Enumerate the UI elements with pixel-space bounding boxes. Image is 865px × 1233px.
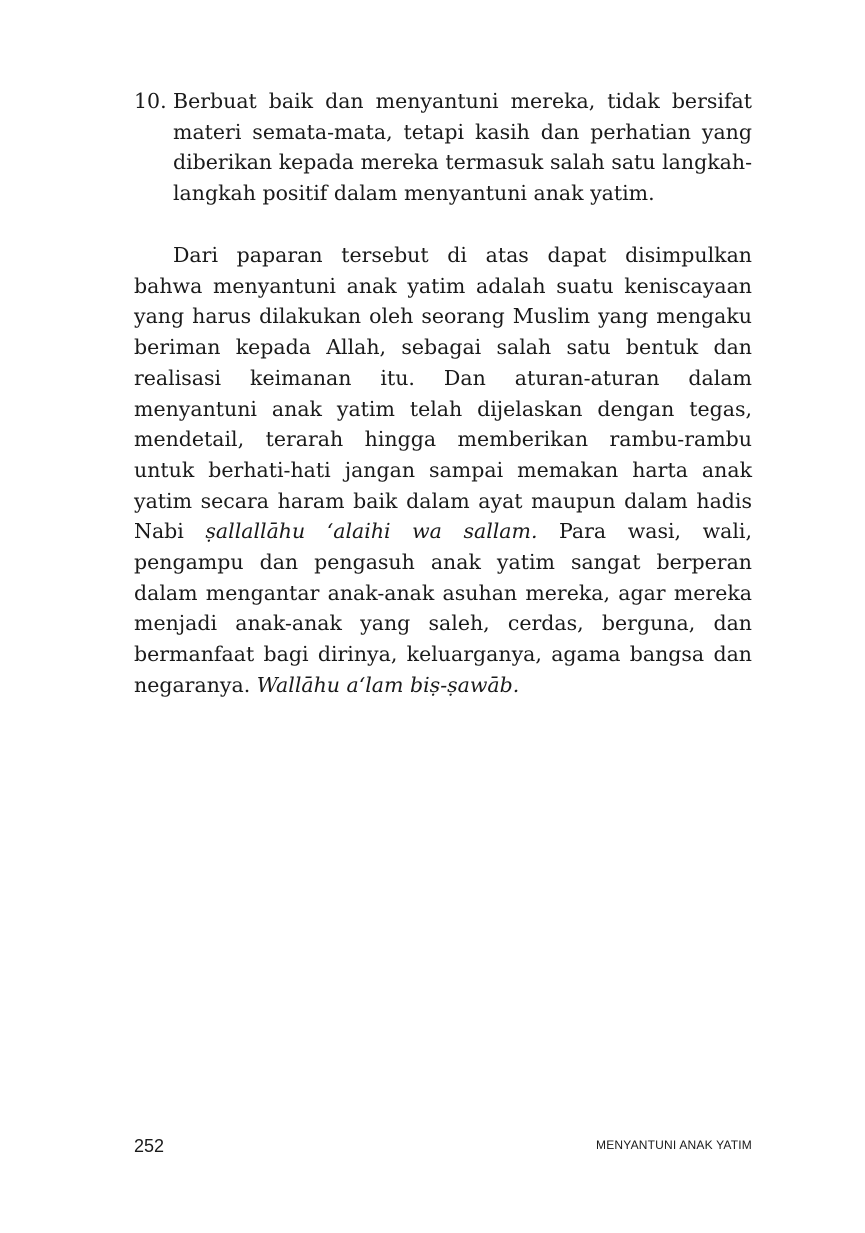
list-item-text: Berbuat baik dan menyantuni mereka, tidak bersifat materi semata-mata, tetapi kasih dan perhatian yang diberikan kepada mereka termasuk salah satu langkah- langkah positif dalam menyantuni anak yatim. xyxy=(173,89,752,206)
numbered-list-item xyxy=(134,86,752,209)
paragraph-italic-salutation: ṣallallāhu ‘alaihi wa sallam. xyxy=(205,519,538,544)
body-paragraph xyxy=(134,240,752,701)
paragraph-text-part2: Para wasi, wali, pengampu dan pengasuh anak yatim sangat berperan dalam mengantar anak-anak asuhan mereka, agar mereka menjadi anak-anak yang saleh, cerdas, berguna, dan bermanfaat bagi dirinya, keluarganya, agama bangsa dan negaranya. xyxy=(134,519,752,697)
running-head: MENYANTUNI ANAK YATIM xyxy=(596,1138,752,1152)
list-item-number: 10. xyxy=(134,89,167,113)
page-footer xyxy=(134,1134,752,1158)
paragraph-text-part1: Dari paparan tersebut di atas dapat disimpulkan bahwa menyantuni anak yatim adalah suatu keniscayaan yang harus dilakukan oleh seorang Muslim yang mengaku beriman kepada Allah, sebagai salah satu bentuk dan realisasi keimanan itu. Dan aturan-aturan dalam menyantuni anak yatim telah dijelaskan dengan tegas, mendetail, terarah hingga memberikan rambu-rambu untuk berhati-hati jangan sampai memakan harta anak yatim secara haram baik dalam ayat maupun dalam hadis Nabi xyxy=(134,243,752,544)
paragraph-italic-closing: Wallāhu a‘lam biṣ-ṣawāb. xyxy=(256,672,520,697)
page-number: 252 xyxy=(134,1136,165,1156)
